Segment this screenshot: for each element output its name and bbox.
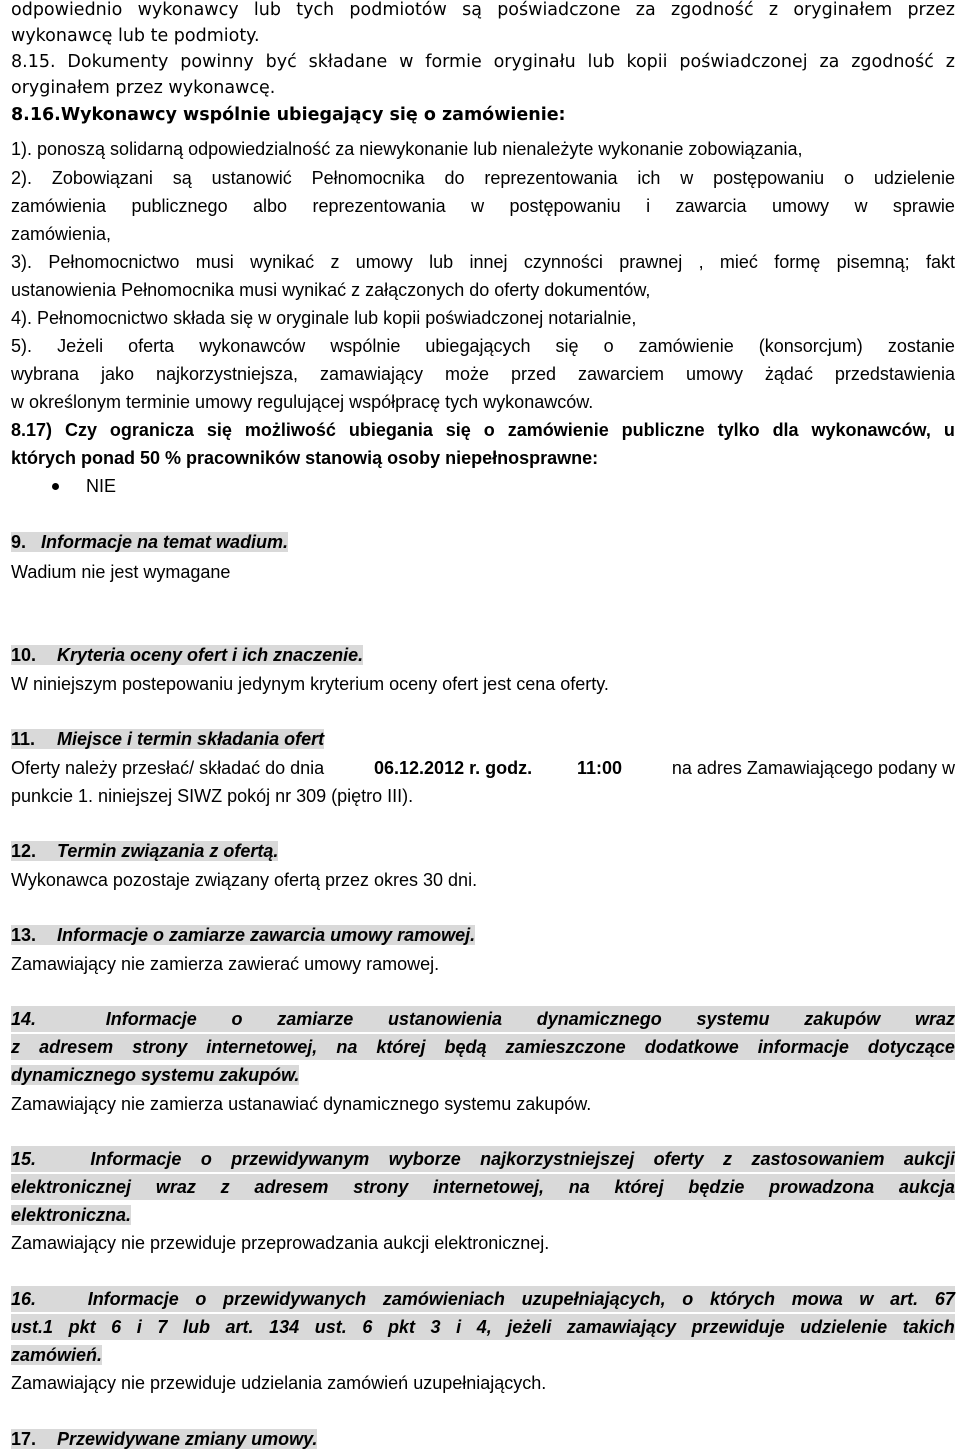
word: aukcji [903, 1149, 955, 1169]
word: przewidywanych [223, 1289, 367, 1309]
word: adresem [39, 1037, 114, 1057]
word: w [680, 168, 694, 188]
word: 2). [11, 168, 33, 188]
s16-heading-line3 [11, 1342, 102, 1368]
s9-num: 9. [11, 532, 27, 552]
word: o [682, 1289, 694, 1309]
s14-heading-line1 [11, 1006, 955, 1032]
bullet-icon [52, 483, 59, 490]
word: na [568, 1177, 590, 1197]
s9-body: Wadium nie jest wymagane [11, 562, 231, 582]
word: lub [429, 252, 454, 272]
word: publicznego [131, 196, 228, 216]
word: tylko [717, 420, 760, 440]
word: umowy [772, 196, 830, 216]
word: u [943, 420, 955, 440]
s10-title: Kryteria oceny ofert i ich znaczenie. [57, 645, 364, 665]
s10-num: 10. [11, 645, 37, 665]
s14-heading-line3 [11, 1062, 299, 1088]
p816-item2-line2 [11, 193, 955, 219]
p817-line1 [11, 417, 955, 443]
s11-body-pre: Oferty należy przesłać/ składać do dnia [11, 758, 330, 778]
s12-body: Wykonawca pozostaje związany ofertą przez okres 30 dni. [11, 870, 478, 890]
word: których [709, 1289, 776, 1309]
word: być [265, 52, 297, 72]
word: podmiotów [349, 0, 447, 20]
p816-heading: 8.16.Wykonawcy wspólnie ubiegający się o zamówienie: [11, 105, 566, 125]
word: do [444, 168, 465, 188]
word: umowy [355, 252, 413, 272]
word: oferta [128, 336, 175, 356]
word: jeżeli [507, 1317, 552, 1337]
s13-num: 13. [11, 925, 37, 945]
word: albo [253, 196, 288, 216]
word: 5). [11, 336, 33, 356]
s15-title-line3: elektroniczna. [11, 1205, 132, 1225]
s15-body: Zamawiający nie przewiduje przeprowadzania aukcji elektronicznej. [11, 1233, 550, 1253]
word: lub [253, 0, 281, 20]
s12-heading [11, 838, 278, 864]
p816-item5-line2 [11, 361, 955, 387]
section-number: 16. [11, 1289, 37, 1309]
word: art. [225, 1317, 254, 1337]
word: wykonawców, [811, 420, 931, 440]
section-number: 14. [11, 1009, 37, 1029]
word: przewidywanym [231, 1149, 370, 1169]
word: czynności [523, 252, 603, 272]
s9-title: Informacje na temat wadium. [41, 532, 289, 552]
word: wykonawców [199, 336, 306, 356]
word: najkorzystniejsza, [155, 364, 299, 384]
word: ogranicza [109, 420, 194, 440]
word: są [172, 168, 192, 188]
word: ustanowienia [387, 1009, 502, 1029]
word: wykonawcy [137, 0, 239, 20]
word: 6 [111, 1317, 122, 1337]
word: publiczne [621, 420, 705, 440]
word: 4, [476, 1317, 492, 1337]
word: wraz [155, 1177, 196, 1197]
word: formie [425, 52, 482, 72]
p815-line1 [11, 49, 955, 75]
word: żądać [764, 364, 813, 384]
s15-heading-line2 [11, 1174, 955, 1200]
word: mieć [719, 252, 758, 272]
word: zamówienie [507, 420, 609, 440]
word: zgodność [851, 52, 934, 72]
p815-line2: oryginałem przez wykonawcę. [11, 78, 276, 98]
s11-date: 06.12.2012 r. godz. [374, 758, 533, 778]
word: aukcja [898, 1177, 955, 1197]
word: ubiegających [425, 336, 531, 356]
word: dotyczące [867, 1037, 955, 1057]
word: dla [772, 420, 799, 440]
word: wspólnie [330, 336, 401, 356]
word: oferty [653, 1149, 704, 1169]
word: składane [308, 52, 388, 72]
word: adresem [254, 1177, 329, 1197]
word: udzielenie [800, 1317, 888, 1337]
s16-body: Zamawiający nie przewiduje udzielania zamówień uzupełniających. [11, 1373, 547, 1393]
word: i [456, 1317, 462, 1337]
s14-body: Zamawiający nie zamierza ustanawiać dynamicznego systemu zakupów. [11, 1094, 592, 1114]
s12-num: 12. [11, 841, 37, 861]
word: lub [182, 1317, 210, 1337]
word: o [844, 168, 855, 188]
word: ubiegania [348, 420, 433, 440]
p816-item4: 4). Pełnomocnictwo składa się w oryginale lub kopii poświadczonej notarialnie, [11, 308, 637, 328]
p817-answer: NIE [86, 476, 117, 496]
word: powinny [180, 52, 254, 72]
word: oryginałem [793, 0, 893, 20]
word: wybrana [11, 364, 80, 384]
p816-item5-line1 [11, 333, 955, 359]
word: 8.17) [11, 420, 53, 440]
word: z [330, 252, 340, 272]
word: 67 [934, 1289, 955, 1309]
p816-item2-line3: zamówienia, [11, 224, 112, 244]
word: w [854, 196, 868, 216]
s13-heading [11, 922, 475, 948]
s11-time: 11:00 [576, 758, 622, 778]
word: musi [195, 252, 234, 272]
word: , [698, 252, 704, 272]
word: może [445, 364, 490, 384]
word: o [195, 1289, 207, 1309]
word: za [819, 52, 840, 72]
word: o [603, 336, 614, 356]
s10-heading [11, 642, 363, 668]
s11-heading [11, 726, 324, 752]
word: informacje [757, 1037, 849, 1057]
word: odpowiednio [11, 0, 123, 20]
s11-body-line2: punkcie 1. niniejszej SIWZ pokój nr 309 (piętro III). [11, 786, 414, 806]
p816-item2-line1 [11, 165, 955, 191]
word: się [445, 420, 471, 440]
word: formę [774, 252, 821, 272]
word: o [483, 420, 495, 440]
word: możliwość [244, 420, 336, 440]
word: której [376, 1037, 426, 1057]
word: przedstawienia [834, 364, 955, 384]
word: zawarcia [675, 196, 747, 216]
word: postępowaniu [509, 196, 621, 216]
word: reprezentowania [312, 196, 446, 216]
word: Informacje [90, 1149, 182, 1169]
word: z [11, 1037, 20, 1057]
word: się [555, 336, 579, 356]
word: poświadczone [497, 0, 621, 20]
word: zawarciem [577, 364, 664, 384]
word: innej [469, 252, 508, 272]
s17-title: Przewidywane zmiany umowy. [57, 1429, 318, 1449]
word: ustanowić [211, 168, 292, 188]
word: ust.1 [11, 1317, 54, 1337]
word: 3 [430, 1317, 441, 1337]
p816-item5-line3: w określonym terminie umowy regulującej współpracę tych wykonawców. [11, 392, 594, 412]
word: 3). [11, 252, 33, 272]
word: sprawie [892, 196, 955, 216]
section-number: 8.15. [11, 52, 56, 72]
s16-title-line3: zamówień. [11, 1345, 103, 1365]
word: Jeżeli [57, 336, 104, 356]
s11-title: Miejsce i termin składania ofert [57, 729, 325, 749]
s13-title: Informacje o zamiarze zawarcia umowy ramowej. [57, 925, 476, 945]
word: 134 [269, 1317, 300, 1337]
s17-heading [11, 1426, 317, 1452]
s16-heading-line1 [11, 1286, 955, 1312]
word: zamówienie [638, 336, 734, 356]
word: przed [510, 364, 556, 384]
word: postępowaniu [713, 168, 825, 188]
word: reprezentowania [484, 168, 618, 188]
word: Czy [64, 420, 97, 440]
word: zgodność [670, 0, 754, 20]
s12-title: Termin związania z ofertą. [57, 841, 279, 861]
word: zastosowaniem [751, 1149, 885, 1169]
word: Zobowiązani [51, 168, 153, 188]
word: w [859, 1289, 874, 1309]
word: systemu [696, 1009, 770, 1029]
word: elektronicznej [11, 1177, 132, 1197]
word: zamawiający [320, 364, 424, 384]
word: dodatkowe [644, 1037, 739, 1057]
s15-heading-line1 [11, 1146, 955, 1172]
word: strony [132, 1037, 188, 1057]
word: internetowej, [432, 1177, 544, 1197]
word: prowadzona [769, 1177, 875, 1197]
s11-body-post: na adres Zamawiającego podany w [666, 758, 955, 778]
s11-body-line1 [11, 755, 955, 781]
word: poświadczonej [679, 52, 808, 72]
word: przez [907, 0, 955, 20]
word: za [635, 0, 656, 20]
word: takich [902, 1317, 955, 1337]
s13-body: Zamawiający nie zamierza zawierać umowy ramowej. [11, 954, 440, 974]
word: o [200, 1149, 212, 1169]
word: pisemną; [836, 252, 910, 272]
word: z [945, 52, 955, 72]
s8-line2: wykonawcę lub te podmioty. [11, 26, 260, 46]
word: kopii [626, 52, 668, 72]
word: i [136, 1317, 142, 1337]
s15-heading-line3 [11, 1202, 131, 1228]
word: w [399, 52, 414, 72]
word: fakt [925, 252, 955, 272]
word: 6 [362, 1317, 373, 1337]
word: się [206, 420, 232, 440]
word: dynamicznego [536, 1009, 662, 1029]
word: ust. [314, 1317, 347, 1337]
word: lub [587, 52, 615, 72]
word: art. [890, 1289, 919, 1309]
word: prawnej [619, 252, 683, 272]
word: Pełnomocnika [311, 168, 425, 188]
word: z [723, 1149, 733, 1169]
word: Informacje [87, 1289, 179, 1309]
word: w [471, 196, 485, 216]
word: najkorzystniejszej [480, 1149, 635, 1169]
word: o [231, 1009, 243, 1029]
word: wyborze [388, 1149, 461, 1169]
word: z [220, 1177, 230, 1197]
word: (konsorcjum) [758, 336, 863, 356]
s10-body: W niniejszym postepowaniu jedynym kryterium oceny ofert jest cena oferty. [11, 674, 609, 694]
word: Dokumenty [67, 52, 169, 72]
word: mowa [791, 1289, 843, 1309]
word: pkt [387, 1317, 415, 1337]
s14-title-line3: dynamicznego systemu zakupów. [11, 1065, 300, 1085]
p817-line2: których ponad 50 % pracowników stanowią osoby niepełnosprawne: [11, 448, 599, 468]
s14-heading-line2 [11, 1034, 955, 1060]
word: 7 [157, 1317, 168, 1337]
word: z [768, 0, 779, 20]
word: udzielenie [873, 168, 955, 188]
word: pkt [68, 1317, 96, 1337]
word: umowy [685, 364, 743, 384]
word: przewiduje [691, 1317, 785, 1337]
word: Pełnomocnictwo [48, 252, 180, 272]
p816-item3-line1 [11, 249, 955, 275]
word: wraz [914, 1009, 955, 1029]
word: i [646, 196, 651, 216]
word: oryginału [493, 52, 576, 72]
s16-heading-line2 [11, 1314, 955, 1340]
word: zamawiający [566, 1317, 676, 1337]
word: zostanie [887, 336, 955, 356]
word: zamiarze [277, 1009, 354, 1029]
s8-line1 [11, 0, 955, 23]
word: jako [101, 364, 135, 384]
word: będą [444, 1037, 487, 1057]
s9-heading [11, 529, 288, 555]
word: zamówieniach [382, 1289, 505, 1309]
word: której [614, 1177, 664, 1197]
word: Informacje [105, 1009, 197, 1029]
s11-num: 11. [11, 729, 36, 749]
word: będzie [688, 1177, 745, 1197]
word: zakupów [804, 1009, 881, 1029]
word: strony [353, 1177, 409, 1197]
word: są [462, 0, 482, 20]
p816-item3-line2: ustanowienia Pełnomocnika musi wynikać z załączonych do oferty dokumentów, [11, 280, 651, 300]
word: zamówienia [11, 196, 107, 216]
p816-item1: 1). ponoszą solidarną odpowiedzialność za niewykonanie lub nienależyte wykonanie zobowiązania, [11, 139, 803, 159]
s17-num: 17. [11, 1429, 37, 1449]
word: tych [296, 0, 335, 20]
word: zamieszczone [505, 1037, 626, 1057]
word: wynikać [250, 252, 315, 272]
word: ich [637, 168, 661, 188]
section-number: 15. [11, 1149, 37, 1169]
word: uzupełniających, [521, 1289, 666, 1309]
word: internetowej, [206, 1037, 318, 1057]
word: na [336, 1037, 358, 1057]
